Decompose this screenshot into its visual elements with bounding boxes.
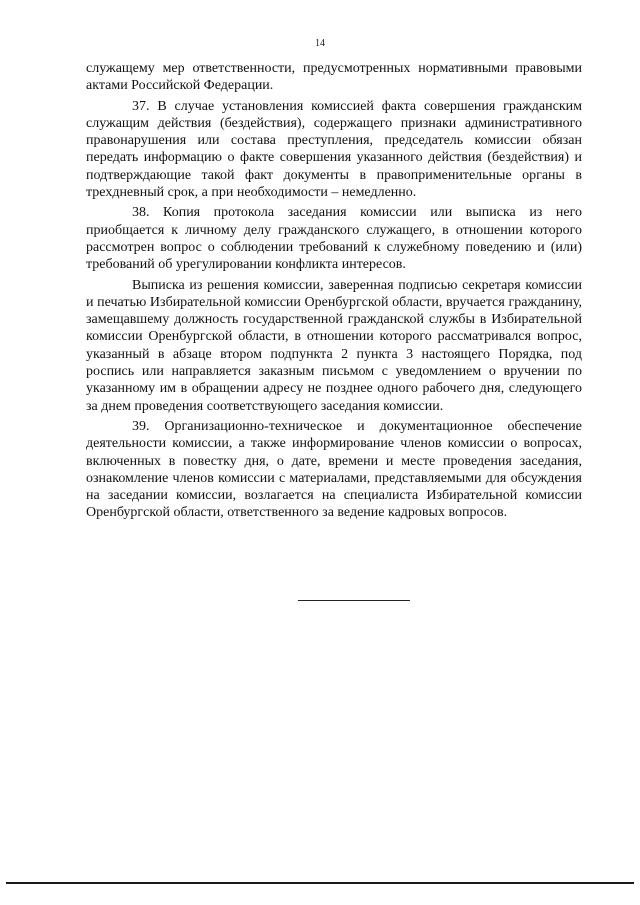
page-number: 14: [315, 38, 325, 49]
end-separator-line: [298, 600, 410, 601]
document-body: [86, 60, 582, 525]
paragraph-item-38: 38. Копия протокола заседания комиссии или выписка из него приобщается к личному делу гражданского служащего, в отношении которого рассмотрен вопрос о соблюдении требований к служебному поведению и (или) требований об урегулировании конфликта интересов.: [86, 205, 582, 273]
paragraph-item-38-extract: Выписка из решения комиссии, заверенная подписью секретаря комиссии и печатью Избирательной комиссии Оренбургской области, вручается гражданину, замещавшему должность государственной гражданской службы в Избирательной комиссии Оренбургской области, в отношении которого рассматривался вопрос, указанный в абзаце втором подпункта 2 пункта 3 настоящего Порядка, под роспись или направляется заказным письмом с уведомлением о вручении по указанному им в обращении адресу не позднее одного рабочего дня, следующего за днем проведения соответствующего заседания комиссии.: [86, 277, 582, 414]
paragraph-item-37: 37. В случае установления комиссией факта совершения гражданским служащим действия (бездействия), содержащего признаки административного правонарушения или состава преступления, председатель комиссии обязан передать информацию о факте совершения указанного действия (бездействия) и подтверждающие такой факт документы в правоприменительные органы в трехдневный срок, а при необходимости – немедленно.: [86, 98, 582, 201]
paragraph-continuation: служащему мер ответственности, предусмотренных нормативными правовыми актами Российской Федерации.: [86, 61, 582, 94]
paragraph-item-39: 39. Организационно-техническое и документационное обеспечение деятельности комиссии, а также информирование членов комиссии о вопросах, включенных в повестку дня, о дате, времени и месте проведения заседания, ознакомление членов комиссии с материалами, представляемыми для обсуждения на заседании комиссии, возлагается на специалиста Избирательной комиссии Оренбургской области, ответственного за ведение кадровых вопросов.: [86, 418, 582, 521]
scan-bottom-edge: [6, 882, 634, 884]
